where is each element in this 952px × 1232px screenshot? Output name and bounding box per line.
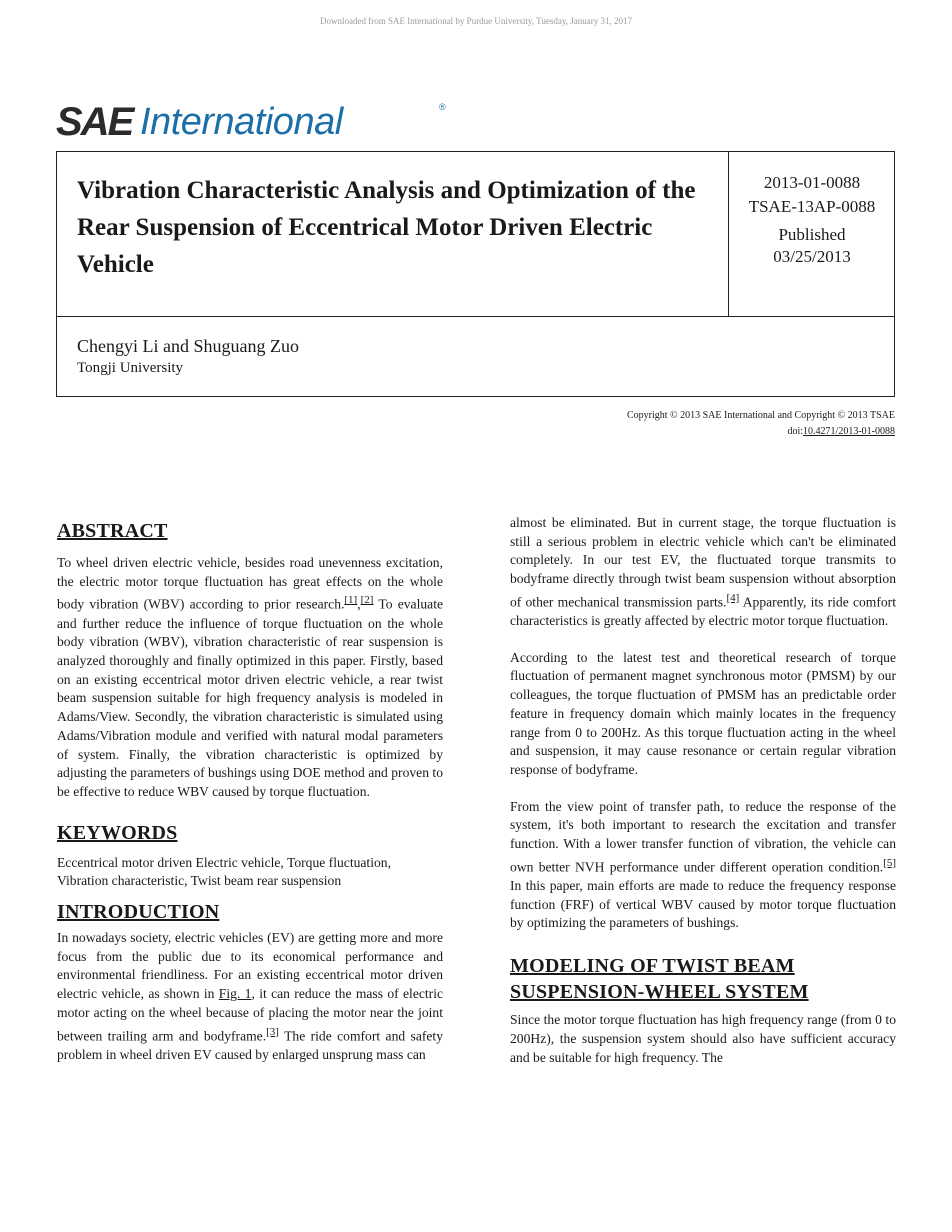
- intro-text-part3: The ride comfort and safety problem in wheel driven EV caused by enlarged unsprung mass can: [57, 1028, 443, 1062]
- modeling-paragraph: Since the motor torque fluctuation has high frequency range (from 0 to 200Hz), the suspension system should also have sufficient accuracy and be suitable for high frequency. The: [510, 1012, 896, 1065]
- abstract-text: [57, 554, 443, 802]
- intro-paragraph-pmsm: According to the latest test and theoretical research of torque fluctuation of permanent magnet synchronous motor (PMSM) by our colleagues, the torque fluctuation of PMSM has an predictable order feature in frequency domain which mainly locates in the frequency range from 0 to 200Hz. As this torque fluctuation acting in the wheel and suspension, it may cause resonance or certain regular vibration response of bodyframe.: [510, 649, 896, 777]
- abstract-text-part1: To wheel driven electric vehicle, besides road unevenness excitation, the electric motor torque fluctuation has great effects on the whole body vibration (WBV) according to prior research.: [57, 555, 443, 612]
- ref-separator: ,: [357, 596, 361, 612]
- abstract-heading: ABSTRACT: [57, 520, 168, 542]
- copyright-text: Copyright © 2013 SAE International and Copyright © 2013 TSAE: [626, 410, 895, 421]
- published-label: Published: [778, 225, 846, 244]
- introduction-heading: INTRODUCTION: [57, 901, 220, 924]
- authors: Chengyi Li and Shuguang Zuo: [77, 336, 299, 356]
- ref-4-link[interactable]: [4]: [726, 591, 740, 604]
- logo-international-wordmark: International: [140, 101, 343, 143]
- ref-3-link[interactable]: [3]: [266, 1025, 279, 1038]
- paper-number: 2013-01-0088: [763, 173, 861, 192]
- keywords-text: Eccentrical motor driven Electric vehicle, Torque fluctuation, Vibration characteristic, Twist beam rear suspension: [57, 854, 391, 889]
- intro-text-part1: In nowadays society, electric vehicles (EV) are getting more and more focus from the public due to its economical performance and environmental friendliness. For an existing eccentrical motor driven electric vehicle, as shown in: [57, 930, 443, 1002]
- sae-international-logo: [56, 100, 446, 144]
- copyright-block: [627, 408, 895, 440]
- transfer-text-part2: In this paper, main efforts are made to reduce the frequency response function (FRF) of vertical WBV caused by motor torque fluctuation by optimizing the parameters of bushings.: [510, 878, 896, 931]
- logo-sae-mark: SAE: [56, 100, 133, 144]
- right-column: [510, 514, 896, 1067]
- paper-meta: [729, 172, 895, 268]
- paper-title: Vibration Characteristic Analysis and Optimization of the Rear Suspension of Eccentrical Motor Driven Electric Vehicle: [77, 177, 696, 278]
- doi-link[interactable]: 10.4271/2013-01-0088: [803, 426, 895, 437]
- transfer-text-part1: From the view point of transfer path, to reduce the response of the system, it's both important to research the excitation and transfer function. With a lower transfer function of vibration, the vehicle can own better NVH performance under different operation condition.: [510, 798, 896, 875]
- introduction-paragraph: [57, 929, 443, 1064]
- intro-paragraph-continued: [510, 514, 896, 631]
- abstract-text-part2: To evaluate and further reduce the influence of torque fluctuation on the whole body vibration (WBV), vibration characteristic of rear suspension is analyzed thoroughly and finally optimized in this paper. Firstly, based on an existing eccentrical motor driven electric vehicle, a rear twist beam suspension suitable for high frequency analysis is modeled in Adams/View. Secondly, the vibration characteristic is simulated using Adams/Vibration module and verified with natural modal parameters of system. Finally, the vibration characteristic is optimized by adjusting the parameters of bushings using DOE method and proven to be effective to reduce WBV caused by torque fluctuation.: [57, 596, 444, 799]
- intro-cont-part1: almost be eliminated. But in current stage, the torque fluctuation is still a serious problem in electric vehicle which can't be eliminated completely. In our test EV, the fluctuated torque transmits to bodyframe directly through twist beam suspension without absorption of other mechanical transmission parts.: [510, 515, 896, 610]
- published-date: 03/25/2013: [773, 247, 851, 266]
- affiliation: Tongji University: [77, 360, 184, 376]
- intro-cont-part2: Apparently, its ride comfort characteristics is greatly affected by electric motor torque fluctuation.: [510, 594, 896, 629]
- fig-1-link[interactable]: Fig. 1: [218, 986, 252, 1002]
- left-column: [57, 518, 443, 1065]
- ref-1-link[interactable]: [1]: [344, 594, 358, 607]
- intro-text-part2: , it can reduce the mass of electric motor acting on the wheel because of placing the motor near the joint between trailing arm and bodyframe.: [57, 986, 444, 1044]
- title-block-divider-horizontal: [57, 316, 894, 317]
- download-notice: Downloaded from SAE International by Purdue University, Tuesday, January 31, 2017: [319, 16, 633, 26]
- title-block: [56, 151, 895, 397]
- modeling-heading: MODELING OF TWIST BEAM SUSPENSION-WHEEL SYSTEM: [510, 955, 809, 1004]
- doi-line: [627, 424, 895, 440]
- doi-label: doi:: [787, 426, 804, 437]
- keywords-heading: KEYWORDS: [57, 821, 178, 844]
- intro-paragraph-transfer-path: [510, 798, 896, 933]
- tsae-number: TSAE-13AP-0088: [748, 197, 876, 216]
- logo-registered-mark: ®: [439, 102, 446, 112]
- ref-2-link[interactable]: [2]: [360, 594, 374, 607]
- ref-5-link[interactable]: [5]: [883, 856, 896, 869]
